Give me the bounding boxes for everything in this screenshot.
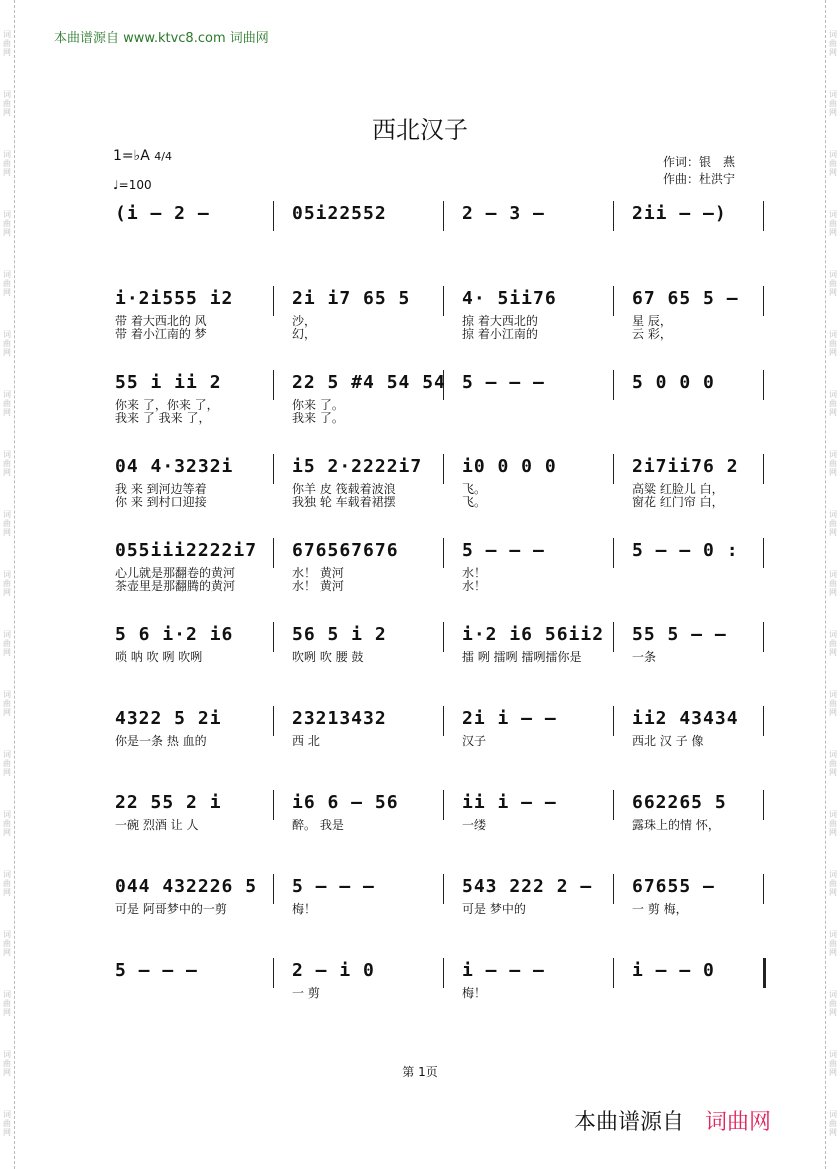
measure-notes: 04 4·3232i xyxy=(115,456,234,477)
measure-notes: 22 5 #4 54 54 xyxy=(292,372,446,393)
lyric-line: 一条 xyxy=(632,650,657,664)
bar-line xyxy=(273,706,274,736)
measure-notes: 5 – – 0 : xyxy=(632,540,739,561)
side-watermark: 词曲网 xyxy=(829,990,837,1017)
side-watermark: 词曲网 xyxy=(3,270,11,297)
lyric-line: 西 北 xyxy=(292,734,320,748)
side-watermark: 词曲网 xyxy=(829,810,837,837)
source-credit xyxy=(574,1105,771,1136)
side-watermark: 词曲网 xyxy=(3,630,11,657)
lyric-line: 露珠上的情 怀， xyxy=(632,818,720,832)
measure-notes: 56 5 i 2 xyxy=(292,624,387,645)
lyric-line: 你羊 皮 筏载着波浪 xyxy=(292,482,396,496)
lyric-line: 唢 呐 吹 咧 吹咧 xyxy=(115,650,203,664)
lyric-line: 一 剪 xyxy=(292,986,320,1000)
side-watermark: 词曲网 xyxy=(829,1110,837,1137)
lyric-line: 幻， xyxy=(292,327,317,341)
measure-notes: ii2 43434 xyxy=(632,708,739,729)
measure-notes: 5 6 i·2 i6 xyxy=(115,624,234,645)
side-watermark: 词曲网 xyxy=(3,450,11,477)
measure-notes: 044 432226 5 xyxy=(115,876,258,897)
measure-notes: 2 – 3 – xyxy=(462,203,545,224)
side-watermark: 词曲网 xyxy=(829,930,837,957)
measure-notes: 4· 5ii76 xyxy=(462,288,557,309)
measure-notes: ii i – – xyxy=(462,792,557,813)
tempo-mark: ♩=100 xyxy=(113,178,152,192)
side-watermark: 词曲网 xyxy=(829,210,837,237)
page-number: 第 1页 xyxy=(402,1065,438,1079)
lyric-line: 茶壶里是那翻腾的黄河 xyxy=(115,579,236,593)
side-watermark: 词曲网 xyxy=(3,870,11,897)
bar-line xyxy=(443,874,444,904)
lyric-line: 水！ 黄河 xyxy=(292,579,344,593)
lyric-line: 一碗 烈酒 让 人 xyxy=(115,818,199,832)
lyric-line: 一 剪 梅， xyxy=(632,902,688,916)
composer-credit: 作曲：杜洪宁 xyxy=(663,172,736,186)
bar-line xyxy=(273,958,274,988)
bar-line xyxy=(443,706,444,736)
lyric-line: 我来 了。 xyxy=(292,411,344,425)
measure-notes: 543 222 2 – xyxy=(462,876,593,897)
lyric-line: 一缕 xyxy=(462,818,487,832)
bar-line xyxy=(613,706,614,736)
bar-line xyxy=(613,538,614,568)
side-watermark: 词曲网 xyxy=(829,690,837,717)
bar-line xyxy=(613,958,614,988)
side-watermark: 词曲网 xyxy=(829,390,837,417)
lyric-line: 水！ xyxy=(462,579,487,593)
bar-line xyxy=(273,286,274,316)
side-watermark: 词曲网 xyxy=(829,1050,837,1077)
lyric-line: 高粱 红脸儿 白， xyxy=(632,482,724,496)
bar-line xyxy=(443,201,444,231)
bar-line xyxy=(613,622,614,652)
bar-line xyxy=(443,538,444,568)
lyric-line: 水！ xyxy=(462,566,487,580)
lyric-line: 心儿就是那翻卷的黄河 xyxy=(115,566,236,580)
bar-line xyxy=(443,286,444,316)
bar-line xyxy=(273,790,274,820)
lyric-line: 星 辰， xyxy=(632,314,672,328)
bar-line xyxy=(763,622,764,652)
measure-notes: i5 2·2222i7 xyxy=(292,456,423,477)
measure-notes: 67655 – xyxy=(632,876,715,897)
measure-notes: 5 0 0 0 xyxy=(632,372,715,393)
side-watermark: 词曲网 xyxy=(3,930,11,957)
bar-line xyxy=(763,958,766,988)
measure-notes: i – – 0 xyxy=(632,960,715,981)
side-watermark: 词曲网 xyxy=(3,510,11,537)
lyricist-credit: 作词：银 燕 xyxy=(663,155,736,169)
site-name: 词曲网 xyxy=(705,1110,772,1135)
bar-line xyxy=(613,790,614,820)
bar-line xyxy=(613,286,614,316)
bar-line xyxy=(273,622,274,652)
measure-notes: 5 – – – xyxy=(462,540,545,561)
bar-line xyxy=(763,286,764,316)
side-watermark: 词曲网 xyxy=(3,570,11,597)
lyric-line: 云 彩， xyxy=(632,327,672,341)
lyric-line: 你来 了，你来 了， xyxy=(115,398,219,412)
lyric-line: 醉。 我是 xyxy=(292,818,344,832)
measure-notes: i – – – xyxy=(462,960,545,981)
side-watermark: 词曲网 xyxy=(829,90,837,117)
bar-line xyxy=(273,370,274,400)
measure-notes: i·2i555 i2 xyxy=(115,288,234,309)
side-watermark: 词曲网 xyxy=(829,330,837,357)
measure-notes: i·2 i6 56ii2 xyxy=(462,624,605,645)
measure-notes: 23213432 xyxy=(292,708,387,729)
measure-notes: 055iii2222i7 xyxy=(115,540,258,561)
bar-line xyxy=(443,790,444,820)
measure-notes: 4322 5 2i xyxy=(115,708,222,729)
lyric-line: 梅！ xyxy=(462,986,487,1000)
bar-line xyxy=(763,201,764,231)
lyric-line: 可是 梦中的 xyxy=(462,902,526,916)
lyric-line: 我独 轮 车载着裙摆 xyxy=(292,495,396,509)
measure-notes: 05i22552 xyxy=(292,203,387,224)
lyric-line: 水！ 黄河 xyxy=(292,566,344,580)
measure-notes: 2i7ii76 2 xyxy=(632,456,739,477)
lyric-line: 掠 着小江南的 xyxy=(462,327,538,341)
side-watermark: 词曲网 xyxy=(3,1050,11,1077)
lyric-line: 可是 阿哥梦中的一剪 xyxy=(115,902,227,916)
lyric-line: 西北 汉 子 像 xyxy=(632,734,704,748)
side-watermark: 词曲网 xyxy=(3,1110,11,1137)
lyric-line: 你 来 到村口迎接 xyxy=(115,495,207,509)
measure-notes: (i – 2 – xyxy=(115,203,210,224)
lyric-line: 飞。 xyxy=(462,495,487,509)
measure-notes: i0 0 0 0 xyxy=(462,456,557,477)
measure-notes: 676567676 xyxy=(292,540,399,561)
lyric-line: 我来 了 我来 了， xyxy=(115,411,211,425)
side-watermark: 词曲网 xyxy=(3,150,11,177)
measure-notes: 2ii – –) xyxy=(632,203,727,224)
side-watermark: 词曲网 xyxy=(3,810,11,837)
lyric-line: 擂 咧 擂咧 擂咧擂你是 xyxy=(462,650,582,664)
side-watermark: 词曲网 xyxy=(3,30,11,57)
side-watermark: 词曲网 xyxy=(3,690,11,717)
bar-line xyxy=(273,454,274,484)
side-watermark: 词曲网 xyxy=(3,750,11,777)
lyric-line: 你来 了。 xyxy=(292,398,344,412)
measure-notes: 2i i7 65 5 xyxy=(292,288,411,309)
measure-notes: 67 65 5 – xyxy=(632,288,739,309)
bar-line xyxy=(763,454,764,484)
side-watermark: 词曲网 xyxy=(829,630,837,657)
bar-line xyxy=(613,370,614,400)
bar-line xyxy=(443,622,444,652)
lyric-line: 汉子 xyxy=(462,734,487,748)
side-watermark: 词曲网 xyxy=(829,510,837,537)
header-note: 本曲谱源自 www.ktvc8.com 词曲网 xyxy=(54,31,269,46)
measure-notes: 5 – – – xyxy=(292,876,375,897)
measure-notes: 2 – i 0 xyxy=(292,960,375,981)
time-signature: 4/4 xyxy=(154,150,172,163)
bar-line xyxy=(273,538,274,568)
lyric-line: 带 着小江南的 梦 xyxy=(115,327,207,341)
side-watermark: 词曲网 xyxy=(829,570,837,597)
measure-notes: i6 6 – 56 xyxy=(292,792,399,813)
lyric-line: 你是一条 热 血的 xyxy=(115,734,207,748)
bar-line xyxy=(613,874,614,904)
song-title: 西北汉子 xyxy=(372,116,468,144)
side-watermark: 词曲网 xyxy=(3,90,11,117)
side-watermark: 词曲网 xyxy=(3,210,11,237)
side-watermark: 词曲网 xyxy=(3,990,11,1017)
side-watermark: 词曲网 xyxy=(3,390,11,417)
side-watermark: 词曲网 xyxy=(829,270,837,297)
lyric-line: 掠 着大西北的 xyxy=(462,314,538,328)
side-watermark: 词曲网 xyxy=(829,450,837,477)
lyric-line: 飞。 xyxy=(462,482,487,496)
bar-line xyxy=(763,874,764,904)
bar-line xyxy=(273,201,274,231)
lyric-line: 窗花 红门帘 白， xyxy=(632,495,724,509)
bar-line xyxy=(763,706,764,736)
side-watermark: 词曲网 xyxy=(829,870,837,897)
side-watermark: 词曲网 xyxy=(829,750,837,777)
measure-notes: 55 5 – – xyxy=(632,624,727,645)
bar-line xyxy=(443,958,444,988)
measure-notes: 662265 5 xyxy=(632,792,727,813)
measure-notes: 22 55 2 i xyxy=(115,792,222,813)
measure-notes: 5 – – – xyxy=(115,960,198,981)
lyric-line: 沙， xyxy=(292,314,317,328)
source-label: 本曲谱源自 xyxy=(574,1110,685,1135)
measure-notes: 55 i ii 2 xyxy=(115,372,222,393)
lyric-line: 梅！ xyxy=(292,902,317,916)
lyric-line: 我 来 到河边等着 xyxy=(115,482,207,496)
measure-notes: 5 – – – xyxy=(462,372,545,393)
lyric-line: 吹咧 吹 腰 鼓 xyxy=(292,650,364,664)
lyric-line: 带 着大西北的 风 xyxy=(115,314,207,328)
bar-line xyxy=(443,454,444,484)
bar-line xyxy=(273,874,274,904)
side-watermark: 词曲网 xyxy=(829,150,837,177)
bar-line xyxy=(613,201,614,231)
side-watermark: 词曲网 xyxy=(829,30,837,57)
bar-line xyxy=(763,370,764,400)
side-watermark: 词曲网 xyxy=(3,330,11,357)
key-label: 1=♭A xyxy=(113,148,150,164)
bar-line xyxy=(613,454,614,484)
measure-notes: 2i i – – xyxy=(462,708,557,729)
bar-line xyxy=(763,790,764,820)
bar-line xyxy=(763,538,764,568)
key-signature xyxy=(113,148,172,164)
